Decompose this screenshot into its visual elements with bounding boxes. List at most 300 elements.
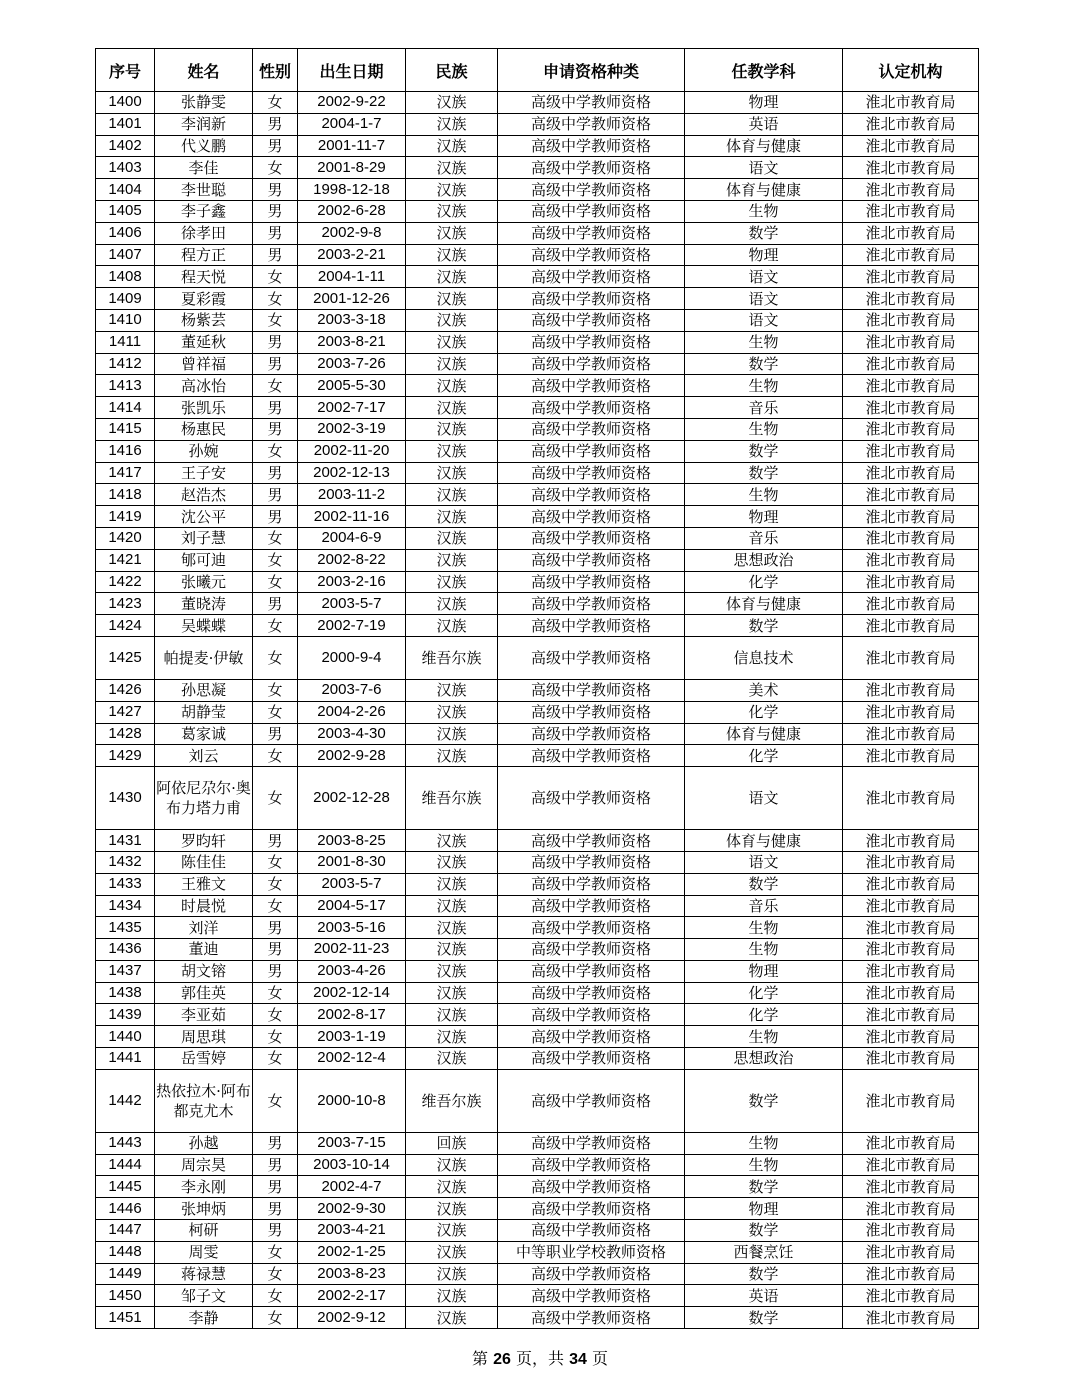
- cell-name: 孙婉: [155, 440, 253, 462]
- cell-gender: 女: [253, 1241, 298, 1263]
- cell-authority: 淮北市教育局: [843, 1154, 979, 1176]
- cell-qualification-type: 高级中学教师资格: [498, 767, 685, 830]
- cell-subject: 物理: [685, 1198, 843, 1220]
- cell-qualification-type: 高级中学教师资格: [498, 1154, 685, 1176]
- cell-authority: 淮北市教育局: [843, 1307, 979, 1329]
- cell-authority: 淮北市教育局: [843, 851, 979, 873]
- cell-birthdate: 2003-5-7: [298, 593, 406, 615]
- table-row: [96, 157, 979, 179]
- cell-authority: 淮北市教育局: [843, 895, 979, 917]
- cell-seq: 1404: [96, 179, 155, 201]
- cell-ethnicity: 汉族: [406, 1220, 498, 1242]
- cell-ethnicity: 维吾尔族: [406, 1069, 498, 1132]
- cell-subject: 化学: [685, 571, 843, 593]
- cell-seq: 1436: [96, 939, 155, 961]
- cell-subject: 生物: [685, 331, 843, 353]
- cell-subject: 语文: [685, 157, 843, 179]
- table-row: [96, 440, 979, 462]
- cell-ethnicity: 汉族: [406, 1263, 498, 1285]
- cell-authority: 淮北市教育局: [843, 353, 979, 375]
- cell-gender: 男: [253, 244, 298, 266]
- cell-subject: 生物: [685, 1154, 843, 1176]
- cell-qualification-type: 高级中学教师资格: [498, 873, 685, 895]
- cell-qualification-type: 高级中学教师资格: [498, 397, 685, 419]
- cell-qualification-type: 高级中学教师资格: [498, 1263, 685, 1285]
- cell-birthdate: 2002-7-17: [298, 397, 406, 419]
- cell-birthdate: 2002-9-28: [298, 745, 406, 767]
- header-ethnicity: 民族: [406, 49, 498, 92]
- table-row: [96, 1285, 979, 1307]
- cell-seq: 1432: [96, 851, 155, 873]
- cell-authority: 淮北市教育局: [843, 1048, 979, 1070]
- cell-ethnicity: 汉族: [406, 895, 498, 917]
- cell-authority: 淮北市教育局: [843, 679, 979, 701]
- cell-ethnicity: 汉族: [406, 157, 498, 179]
- cell-subject: 数学: [685, 1307, 843, 1329]
- cell-seq: 1429: [96, 745, 155, 767]
- cell-seq: 1414: [96, 397, 155, 419]
- cell-ethnicity: 汉族: [406, 288, 498, 310]
- header-subject: 任教学科: [685, 49, 843, 92]
- cell-gender: 女: [253, 636, 298, 679]
- cell-ethnicity: 汉族: [406, 615, 498, 637]
- cell-authority: 淮北市教育局: [843, 873, 979, 895]
- cell-subject: 化学: [685, 1004, 843, 1026]
- cell-qualification-type: 高级中学教师资格: [498, 615, 685, 637]
- cell-ethnicity: 汉族: [406, 723, 498, 745]
- cell-birthdate: 2003-7-15: [298, 1132, 406, 1154]
- cell-birthdate: 2002-11-23: [298, 939, 406, 961]
- cell-name: 阿依尼尕尔·奥布力塔力甫: [155, 767, 253, 830]
- cell-gender: 女: [253, 1026, 298, 1048]
- cell-seq: 1449: [96, 1263, 155, 1285]
- cell-gender: 女: [253, 701, 298, 723]
- cell-qualification-type: 高级中学教师资格: [498, 135, 685, 157]
- cell-name: 董迪: [155, 939, 253, 961]
- cell-seq: 1415: [96, 418, 155, 440]
- cell-authority: 淮北市教育局: [843, 266, 979, 288]
- cell-authority: 淮北市教育局: [843, 745, 979, 767]
- cell-birthdate: 2001-8-29: [298, 157, 406, 179]
- cell-seq: 1431: [96, 830, 155, 852]
- cell-gender: 男: [253, 506, 298, 528]
- table-row: [96, 309, 979, 331]
- cell-name: 葛家诚: [155, 723, 253, 745]
- cell-qualification-type: 高级中学教师资格: [498, 1285, 685, 1307]
- table-row: [96, 636, 979, 679]
- cell-authority: 淮北市教育局: [843, 375, 979, 397]
- cell-authority: 淮北市教育局: [843, 331, 979, 353]
- table-row: [96, 331, 979, 353]
- cell-qualification-type: 高级中学教师资格: [498, 636, 685, 679]
- table-row: [96, 1220, 979, 1242]
- cell-gender: 男: [253, 917, 298, 939]
- cell-birthdate: 2000-9-4: [298, 636, 406, 679]
- cell-seq: 1420: [96, 527, 155, 549]
- table-row: [96, 851, 979, 873]
- cell-qualification-type: 高级中学教师资格: [498, 527, 685, 549]
- footer-total-pages: 34: [569, 1351, 587, 1368]
- cell-gender: 女: [253, 266, 298, 288]
- cell-authority: 淮北市教育局: [843, 1176, 979, 1198]
- cell-subject: 生物: [685, 939, 843, 961]
- cell-seq: 1441: [96, 1048, 155, 1070]
- cell-name: 张凯乐: [155, 397, 253, 419]
- cell-gender: 女: [253, 157, 298, 179]
- cell-ethnicity: 回族: [406, 1132, 498, 1154]
- cell-gender: 女: [253, 375, 298, 397]
- cell-seq: 1422: [96, 571, 155, 593]
- cell-gender: 男: [253, 1154, 298, 1176]
- cell-birthdate: 1998-12-18: [298, 179, 406, 201]
- cell-qualification-type: 高级中学教师资格: [498, 1220, 685, 1242]
- cell-ethnicity: 汉族: [406, 92, 498, 114]
- cell-authority: 淮北市教育局: [843, 615, 979, 637]
- cell-name: 李世聪: [155, 179, 253, 201]
- cell-subject: 数学: [685, 1263, 843, 1285]
- header-seq: 序号: [96, 49, 155, 92]
- cell-ethnicity: 汉族: [406, 571, 498, 593]
- cell-gender: 男: [253, 1198, 298, 1220]
- table-row: [96, 593, 979, 615]
- cell-birthdate: 2004-2-26: [298, 701, 406, 723]
- cell-qualification-type: 高级中学教师资格: [498, 506, 685, 528]
- table-row: [96, 571, 979, 593]
- cell-authority: 淮北市教育局: [843, 571, 979, 593]
- cell-birthdate: 2003-4-21: [298, 1220, 406, 1242]
- table-row: [96, 1176, 979, 1198]
- cell-authority: 淮北市教育局: [843, 288, 979, 310]
- cell-gender: 男: [253, 830, 298, 852]
- cell-gender: 女: [253, 982, 298, 1004]
- cell-seq: 1408: [96, 266, 155, 288]
- cell-qualification-type: 高级中学教师资格: [498, 222, 685, 244]
- cell-seq: 1438: [96, 982, 155, 1004]
- cell-ethnicity: 维吾尔族: [406, 767, 498, 830]
- cell-birthdate: 2003-5-7: [298, 873, 406, 895]
- cell-gender: 女: [253, 767, 298, 830]
- cell-subject: 生物: [685, 200, 843, 222]
- cell-ethnicity: 汉族: [406, 244, 498, 266]
- cell-qualification-type: 高级中学教师资格: [498, 1048, 685, 1070]
- cell-ethnicity: 汉族: [406, 506, 498, 528]
- cell-qualification-type: 高级中学教师资格: [498, 960, 685, 982]
- cell-subject: 生物: [685, 917, 843, 939]
- cell-seq: 1450: [96, 1285, 155, 1307]
- cell-subject: 数学: [685, 1220, 843, 1242]
- cell-ethnicity: 汉族: [406, 1154, 498, 1176]
- cell-subject: 体育与健康: [685, 723, 843, 745]
- cell-qualification-type: 高级中学教师资格: [498, 593, 685, 615]
- cell-seq: 1433: [96, 873, 155, 895]
- table-row: [96, 353, 979, 375]
- cell-gender: 女: [253, 873, 298, 895]
- cell-birthdate: 2002-2-17: [298, 1285, 406, 1307]
- cell-seq: 1410: [96, 309, 155, 331]
- cell-authority: 淮北市教育局: [843, 1069, 979, 1132]
- cell-name: 吴蝶蝶: [155, 615, 253, 637]
- cell-seq: 1447: [96, 1220, 155, 1242]
- cell-qualification-type: 高级中学教师资格: [498, 353, 685, 375]
- cell-ethnicity: 汉族: [406, 309, 498, 331]
- cell-qualification-type: 高级中学教师资格: [498, 92, 685, 114]
- cell-qualification-type: 高级中学教师资格: [498, 851, 685, 873]
- cell-birthdate: 2000-10-8: [298, 1069, 406, 1132]
- cell-seq: 1445: [96, 1176, 155, 1198]
- cell-authority: 淮北市教育局: [843, 92, 979, 114]
- cell-name: 时晨悦: [155, 895, 253, 917]
- cell-gender: 女: [253, 309, 298, 331]
- table-row: [96, 92, 979, 114]
- cell-subject: 语文: [685, 767, 843, 830]
- footer-page-number: 26: [493, 1351, 511, 1368]
- cell-ethnicity: 汉族: [406, 745, 498, 767]
- cell-birthdate: 2001-11-7: [298, 135, 406, 157]
- cell-name: 帕提麦·伊敏: [155, 636, 253, 679]
- cell-seq: 1440: [96, 1026, 155, 1048]
- cell-qualification-type: 高级中学教师资格: [498, 917, 685, 939]
- cell-gender: 女: [253, 615, 298, 637]
- cell-seq: 1435: [96, 917, 155, 939]
- cell-birthdate: 2003-3-18: [298, 309, 406, 331]
- table-row: [96, 1026, 979, 1048]
- cell-ethnicity: 汉族: [406, 1198, 498, 1220]
- cell-authority: 淮北市教育局: [843, 397, 979, 419]
- cell-qualification-type: 高级中学教师资格: [498, 830, 685, 852]
- cell-birthdate: 2003-7-26: [298, 353, 406, 375]
- cell-seq: 1405: [96, 200, 155, 222]
- table-row: [96, 288, 979, 310]
- cell-gender: 男: [253, 113, 298, 135]
- cell-subject: 数学: [685, 440, 843, 462]
- cell-birthdate: 2001-12-26: [298, 288, 406, 310]
- cell-subject: 体育与健康: [685, 830, 843, 852]
- cell-authority: 淮北市教育局: [843, 309, 979, 331]
- cell-authority: 淮北市教育局: [843, 1220, 979, 1242]
- cell-subject: 生物: [685, 418, 843, 440]
- table-body: [96, 92, 979, 1329]
- cell-subject: 思想政治: [685, 1048, 843, 1070]
- footer-suffix: 页: [586, 1349, 608, 1368]
- cell-name: 沈公平: [155, 506, 253, 528]
- cell-gender: 男: [253, 1176, 298, 1198]
- cell-subject: 数学: [685, 353, 843, 375]
- cell-ethnicity: 汉族: [406, 851, 498, 873]
- cell-birthdate: 2003-4-30: [298, 723, 406, 745]
- cell-subject: 数学: [685, 222, 843, 244]
- cell-subject: 信息技术: [685, 636, 843, 679]
- cell-name: 代义鹏: [155, 135, 253, 157]
- table-row: [96, 244, 979, 266]
- cell-qualification-type: 高级中学教师资格: [498, 1176, 685, 1198]
- cell-ethnicity: 汉族: [406, 418, 498, 440]
- cell-gender: 女: [253, 1004, 298, 1026]
- footer-middle: 页，共: [510, 1349, 570, 1368]
- cell-seq: 1426: [96, 679, 155, 701]
- cell-qualification-type: 高级中学教师资格: [498, 331, 685, 353]
- cell-name: 周雯: [155, 1241, 253, 1263]
- cell-gender: 女: [253, 1069, 298, 1132]
- cell-qualification-type: 高级中学教师资格: [498, 679, 685, 701]
- cell-seq: 1401: [96, 113, 155, 135]
- cell-authority: 淮北市教育局: [843, 179, 979, 201]
- cell-gender: 男: [253, 353, 298, 375]
- cell-gender: 男: [253, 1220, 298, 1242]
- cell-gender: 男: [253, 593, 298, 615]
- cell-ethnicity: 汉族: [406, 593, 498, 615]
- cell-subject: 语文: [685, 851, 843, 873]
- cell-qualification-type: 高级中学教师资格: [498, 462, 685, 484]
- cell-authority: 淮北市教育局: [843, 723, 979, 745]
- table-row: [96, 830, 979, 852]
- cell-seq: 1403: [96, 157, 155, 179]
- cell-subject: 英语: [685, 113, 843, 135]
- cell-ethnicity: 汉族: [406, 462, 498, 484]
- cell-seq: 1434: [96, 895, 155, 917]
- cell-authority: 淮北市教育局: [843, 701, 979, 723]
- cell-subject: 思想政治: [685, 549, 843, 571]
- table-row: [96, 1132, 979, 1154]
- cell-birthdate: 2003-4-26: [298, 960, 406, 982]
- cell-name: 董晓涛: [155, 593, 253, 615]
- cell-birthdate: 2002-11-20: [298, 440, 406, 462]
- cell-authority: 淮北市教育局: [843, 1132, 979, 1154]
- cell-qualification-type: 高级中学教师资格: [498, 266, 685, 288]
- cell-ethnicity: 汉族: [406, 960, 498, 982]
- cell-ethnicity: 汉族: [406, 484, 498, 506]
- cell-name: 夏彩霞: [155, 288, 253, 310]
- table-row: [96, 179, 979, 201]
- cell-birthdate: 2002-8-17: [298, 1004, 406, 1026]
- cell-name: 孙思凝: [155, 679, 253, 701]
- cell-authority: 淮北市教育局: [843, 939, 979, 961]
- cell-ethnicity: 汉族: [406, 679, 498, 701]
- cell-birthdate: 2002-8-22: [298, 549, 406, 571]
- cell-subject: 体育与健康: [685, 179, 843, 201]
- cell-name: 李润新: [155, 113, 253, 135]
- cell-name: 孙越: [155, 1132, 253, 1154]
- table-row: [96, 767, 979, 830]
- teacher-qualification-table: [95, 48, 979, 1329]
- cell-authority: 淮北市教育局: [843, 1263, 979, 1285]
- cell-name: 徐孝田: [155, 222, 253, 244]
- cell-seq: 1419: [96, 506, 155, 528]
- page-footer: [0, 1346, 1080, 1369]
- table-row: [96, 375, 979, 397]
- cell-authority: 淮北市教育局: [843, 200, 979, 222]
- cell-qualification-type: 高级中学教师资格: [498, 157, 685, 179]
- cell-qualification-type: 高级中学教师资格: [498, 484, 685, 506]
- table-row: [96, 506, 979, 528]
- cell-authority: 淮北市教育局: [843, 113, 979, 135]
- cell-gender: 男: [253, 222, 298, 244]
- table-row: [96, 549, 979, 571]
- cell-subject: 语文: [685, 288, 843, 310]
- cell-qualification-type: 高级中学教师资格: [498, 418, 685, 440]
- cell-subject: 美术: [685, 679, 843, 701]
- cell-seq: 1423: [96, 593, 155, 615]
- cell-gender: 男: [253, 200, 298, 222]
- header-gender: 性别: [253, 49, 298, 92]
- cell-ethnicity: 汉族: [406, 701, 498, 723]
- footer-prefix: 第: [472, 1349, 494, 1368]
- cell-qualification-type: 高级中学教师资格: [498, 549, 685, 571]
- cell-name: 胡静莹: [155, 701, 253, 723]
- cell-birthdate: 2004-5-17: [298, 895, 406, 917]
- cell-seq: 1421: [96, 549, 155, 571]
- cell-gender: 男: [253, 484, 298, 506]
- cell-seq: 1409: [96, 288, 155, 310]
- cell-seq: 1437: [96, 960, 155, 982]
- cell-name: 岳雪婷: [155, 1048, 253, 1070]
- cell-qualification-type: 高级中学教师资格: [498, 1307, 685, 1329]
- cell-birthdate: 2004-1-11: [298, 266, 406, 288]
- table-row: [96, 960, 979, 982]
- cell-birthdate: 2004-6-9: [298, 527, 406, 549]
- cell-seq: 1448: [96, 1241, 155, 1263]
- cell-ethnicity: 汉族: [406, 1307, 498, 1329]
- cell-name: 李子鑫: [155, 200, 253, 222]
- cell-authority: 淮北市教育局: [843, 157, 979, 179]
- cell-ethnicity: 汉族: [406, 266, 498, 288]
- cell-name: 李佳: [155, 157, 253, 179]
- table-row: [96, 266, 979, 288]
- cell-name: 赵浩杰: [155, 484, 253, 506]
- cell-birthdate: 2003-5-16: [298, 917, 406, 939]
- cell-name: 李亚茹: [155, 1004, 253, 1026]
- table-row: [96, 1307, 979, 1329]
- cell-ethnicity: 汉族: [406, 135, 498, 157]
- cell-qualification-type: 高级中学教师资格: [498, 1004, 685, 1026]
- cell-authority: 淮北市教育局: [843, 222, 979, 244]
- cell-ethnicity: 汉族: [406, 1048, 498, 1070]
- cell-name: 董延秋: [155, 331, 253, 353]
- cell-seq: 1425: [96, 636, 155, 679]
- table-row: [96, 1198, 979, 1220]
- cell-birthdate: 2002-7-19: [298, 615, 406, 637]
- cell-qualification-type: 高级中学教师资格: [498, 723, 685, 745]
- cell-qualification-type: 高级中学教师资格: [498, 200, 685, 222]
- cell-birthdate: 2002-3-19: [298, 418, 406, 440]
- cell-seq: 1443: [96, 1132, 155, 1154]
- cell-qualification-type: 高级中学教师资格: [498, 982, 685, 1004]
- cell-birthdate: 2003-1-19: [298, 1026, 406, 1048]
- cell-ethnicity: 汉族: [406, 1285, 498, 1307]
- cell-ethnicity: 汉族: [406, 917, 498, 939]
- cell-seq: 1430: [96, 767, 155, 830]
- table-row: [96, 1048, 979, 1070]
- cell-subject: 数学: [685, 873, 843, 895]
- cell-subject: 物理: [685, 506, 843, 528]
- cell-seq: 1439: [96, 1004, 155, 1026]
- table-header-row: [96, 49, 979, 92]
- cell-gender: 女: [253, 679, 298, 701]
- cell-name: 王子安: [155, 462, 253, 484]
- cell-name: 陈佳佳: [155, 851, 253, 873]
- cell-ethnicity: 汉族: [406, 830, 498, 852]
- header-authority: 认定机构: [843, 49, 979, 92]
- cell-gender: 男: [253, 331, 298, 353]
- cell-qualification-type: 高级中学教师资格: [498, 1026, 685, 1048]
- table-row: [96, 462, 979, 484]
- cell-birthdate: 2002-1-25: [298, 1241, 406, 1263]
- table-row: [96, 679, 979, 701]
- cell-gender: 女: [253, 527, 298, 549]
- cell-subject: 数学: [685, 1069, 843, 1132]
- table-row: [96, 723, 979, 745]
- cell-authority: 淮北市教育局: [843, 527, 979, 549]
- cell-birthdate: 2004-1-7: [298, 113, 406, 135]
